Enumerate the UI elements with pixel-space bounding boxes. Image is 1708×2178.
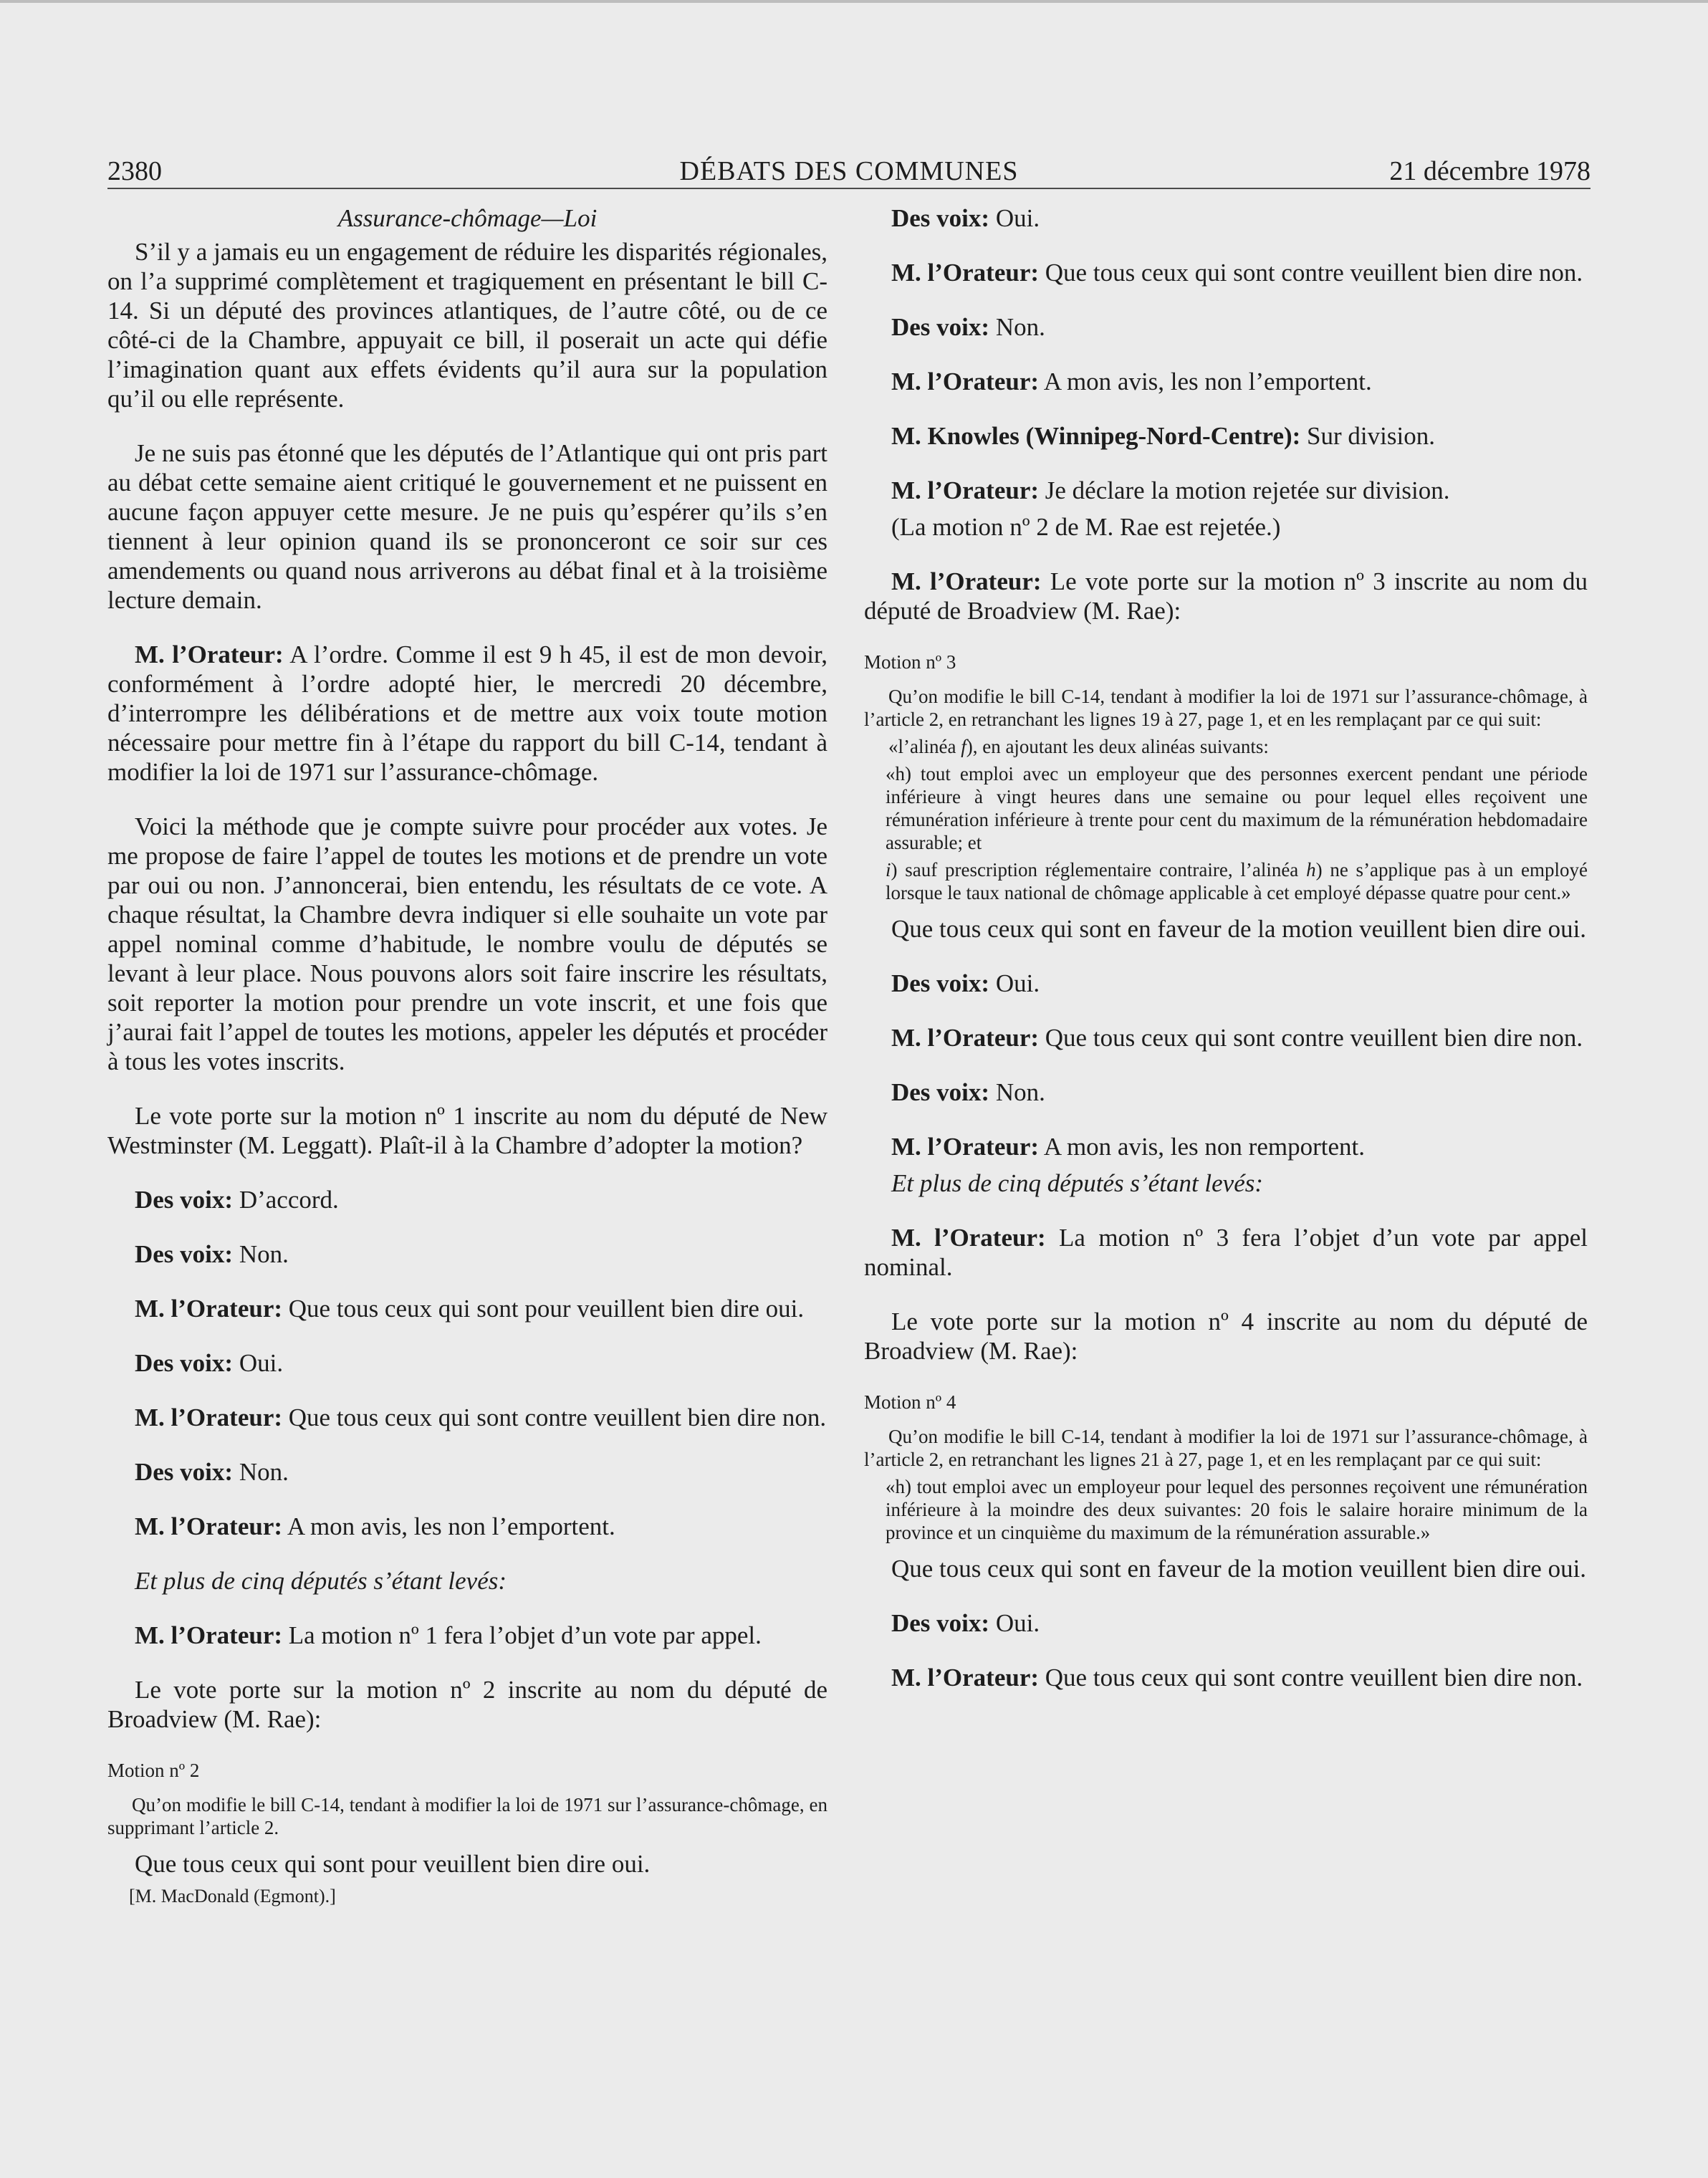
speech-text: Que tous ceux qui sont contre veuillent bien dire non.	[1039, 1664, 1583, 1692]
motion-quote: «h) tout emploi avec un employeur que des personnes exercent pendant une période inférieure à vingt heures dans une semaine ou pour lequel elles reçoivent une rémunération inférieure à trente pour cent du maximum de la rémunération hebdomadaire assurable; et	[886, 763, 1588, 853]
speaker-name: M. l’Orateur:	[891, 259, 1040, 287]
speech-text: Non.	[989, 1078, 1045, 1106]
paragraph	[864, 203, 1588, 233]
speech-text: Le vote porte sur la motion nº 3 inscrite au nom du député de Broadview (M. Rae):	[864, 567, 1588, 625]
paragraph	[864, 1132, 1588, 1161]
speaker-name: M. l’Orateur:	[891, 1224, 1046, 1252]
page-top-edge	[0, 0, 1708, 3]
speech-text: Oui.	[233, 1349, 284, 1377]
speech-text: A l’ordre. Comme il est 9 h 45, il est de mon devoir, conformément à l’ordre adopté hier, le mercredi 20 décembre, d’interrompre les délibérations et de mettre aux voix toute motion nécessaire pour mettre fin à l’étape du rapport du bill C-14, tendant à modifier la loi de 1971 sur l’assurance-chômage.	[107, 641, 827, 786]
motion-quote: «l’alinéa f), en ajoutant les deux alinéas suivants:	[888, 736, 1269, 757]
speaker-name: M. l’Orateur:	[891, 1664, 1040, 1692]
left-column	[107, 203, 827, 1907]
motion-quote: «h) tout emploi avec un employeur pour lequel des personnes reçoivent une rémunération inférieure à la moindre des deux suivantes: 20 fois le salaire horaire minimum de la province et un cinquième du maximum de la rémunération assurable.»	[886, 1476, 1588, 1543]
page-number: 2380	[107, 156, 162, 186]
paragraph	[107, 1185, 827, 1214]
paragraph	[107, 1294, 827, 1323]
motion-text: Qu’on modifie le bill C-14, tendant à modifier la loi de 1971 sur l’assurance-chômage, à l’article 2, en retranchant les lignes 21 à 27, page 1, et en les remplaçant par ce qui suit:	[864, 1426, 1588, 1470]
speaker-name: M. l’Orateur:	[891, 1024, 1040, 1052]
speech-text: Que tous ceux qui sont contre veuillent bien dire non.	[282, 1404, 827, 1431]
paragraph: Je ne suis pas étonné que les députés de l’Atlantique qui ont pris part au débat cette semaine aient critiqué le gouvernement et ne puissent en aucune façon appuyer cette mesure. Je ne puis qu’espérer qu’ils s’en tiennent à leur opinion quand ils se prononceront ce soir sur ces amendements ou quand nous arriverons au débat final et à la troisième lecture demain.	[107, 439, 827, 614]
paragraph: Que tous ceux qui sont pour veuillent bien dire oui.	[135, 1850, 651, 1878]
speaker-name: Des voix:	[891, 1609, 990, 1637]
motion-text: Qu’on modifie le bill C-14, tendant à modifier la loi de 1971 sur l’assurance-chômage, en supprimant l’article 2.	[107, 1794, 827, 1838]
speaker-name: M. l’Orateur:	[891, 368, 1040, 395]
speech-text: La motion nº 1 fera l’objet d’un vote par appel.	[282, 1621, 762, 1649]
paragraph	[864, 476, 1588, 505]
right-column	[864, 203, 1588, 1717]
motion-label: Motion nº 2	[107, 1760, 200, 1781]
paragraph: Le vote porte sur la motion nº 2 inscrite au nom du député de Broadview (M. Rae):	[107, 1676, 827, 1733]
speaker-name: Des voix:	[135, 1458, 234, 1486]
paragraph	[864, 258, 1588, 287]
speech-text: Que tous ceux qui sont contre veuillent bien dire non.	[1039, 1024, 1583, 1052]
paragraph	[107, 1348, 827, 1378]
paragraph	[864, 1023, 1588, 1052]
speech-text: Non.	[233, 1240, 289, 1268]
motion-label: Motion nº 4	[864, 1391, 956, 1413]
speaker-name: M. l’Orateur:	[891, 476, 1040, 504]
motion-quote: i) sauf prescription réglementaire contraire, l’alinéa h) ne s’applique pas à un employé lorsque le taux national de chômage applicable à cet employé dépasse quatre pour cent.»	[886, 859, 1588, 903]
paragraph	[864, 969, 1588, 998]
speech-text: Que tous ceux qui sont contre veuillent bien dire non.	[1039, 259, 1583, 287]
paragraph	[864, 1078, 1588, 1107]
speaker-name: Des voix:	[891, 204, 990, 232]
page-header	[107, 153, 1591, 189]
paragraph	[864, 1223, 1588, 1282]
motion-text: Qu’on modifie le bill C-14, tendant à modifier la loi de 1971 sur l’assurance-chômage, à l’article 2, en retranchant les lignes 19 à 27, page 1, et en les remplaçant par ce qui suit:	[864, 686, 1588, 730]
speaker-name: M. l’Orateur:	[135, 1295, 283, 1323]
paragraph	[107, 1621, 827, 1650]
speaker-name: M. l’Orateur:	[891, 1133, 1040, 1161]
speaker-name: M. l’Orateur:	[135, 1512, 283, 1540]
paragraph: S’il y a jamais eu un engagement de réduire les disparités régionales, on l’a supprimé complètement et tragiquement en présentant le bill C-14. Si un député des provinces atlantiques, de l’autre côté, ou de ce côté-ci de la Chambre, appuyait ce bill, il poserait un acte qui défie l’imagination quant aux effets évidents qu’il aura sur la population qu’il ou elle représente.	[107, 238, 827, 413]
speaker-name: Des voix:	[135, 1349, 234, 1377]
speech-text: Oui.	[989, 1609, 1040, 1637]
paragraph	[864, 367, 1588, 396]
publication-title: DÉBATS DES COMMUNES	[679, 156, 1019, 186]
speaker-name: M. l’Orateur:	[135, 641, 284, 668]
paragraph	[107, 640, 827, 787]
paragraph	[864, 421, 1588, 451]
speaker-name: M. l’Orateur:	[891, 567, 1042, 595]
paragraph	[864, 567, 1588, 625]
motion-label: Motion nº 3	[864, 651, 956, 673]
paragraph: Voici la méthode que je compte suivre pour procéder aux votes. Je me propose de faire l’appel de toutes les motions et de prendre un vote par oui ou non. J’annoncerai, bien entendu, les résultats de ce vote. A chaque résultat, la Chambre devra indiquer si elle souhaite un vote par appel nominal comme d’habitude, le nombre voulu de députés se levant à leur place. Nous pouvons alors soit faire inscrire les résultats, soit reporter la motion pour prendre un vote inscrit, et une fois que j’aurai fait l’appel de toutes les motions, appeler les députés et procéder à tous les votes inscrits.	[107, 812, 827, 1075]
speech-text: Non.	[989, 313, 1045, 341]
speaker-name: M. l’Orateur:	[135, 1621, 283, 1649]
speaker-name: Des voix:	[135, 1186, 234, 1214]
speech-text: Non.	[233, 1458, 289, 1486]
paragraph	[864, 312, 1588, 342]
running-head: Assurance-chômage—Loi	[337, 204, 598, 232]
speech-text: A mon avis, les non l’emportent.	[1039, 368, 1372, 395]
speaker-note: [M. MacDonald (Egmont).]	[129, 1886, 336, 1906]
stage-direction: Et plus de cinq députés s’étant levés:	[891, 1169, 1264, 1197]
header-rule	[107, 188, 1591, 189]
speaker-name: Des voix:	[891, 1078, 990, 1106]
speech-text: Oui.	[989, 204, 1040, 232]
speech-text: Je déclare la motion rejetée sur division.	[1039, 476, 1450, 504]
paragraph	[864, 1663, 1588, 1692]
speech-text: La motion nº 3 fera l’objet d’un vote par appel nominal.	[864, 1224, 1588, 1281]
paragraph: Le vote porte sur la motion nº 4 inscrite au nom du député de Broadview (M. Rae):	[864, 1308, 1588, 1365]
speech-text: A mon avis, les non remportent.	[1039, 1133, 1365, 1161]
speech-text: A mon avis, les non l’emportent.	[282, 1512, 615, 1540]
paragraph	[864, 1608, 1588, 1638]
paragraph: (La motion nº 2 de M. Rae est rejetée.)	[891, 513, 1281, 541]
paragraph: Que tous ceux qui sont en faveur de la motion veuillent bien dire oui.	[891, 915, 1587, 943]
speaker-name: Des voix:	[135, 1240, 234, 1268]
speech-text: Oui.	[989, 969, 1040, 997]
paragraph	[107, 1239, 827, 1269]
speech-text: Sur division.	[1300, 422, 1435, 450]
publication-date: 21 décembre 1978	[1389, 156, 1591, 186]
speaker-name: M. l’Orateur:	[135, 1404, 283, 1431]
paragraph	[107, 1403, 827, 1432]
paragraph: Le vote porte sur la motion nº 1 inscrite au nom du député de New Westminster (M. Leggatt). Plaît-il à la Chambre d’adopter la motion?	[107, 1102, 827, 1159]
stage-direction: Et plus de cinq députés s’étant levés:	[135, 1567, 507, 1595]
speech-text: Que tous ceux qui sont pour veuillent bien dire oui.	[282, 1295, 805, 1323]
paragraph	[107, 1457, 827, 1487]
speaker-name: M. Knowles (Winnipeg-Nord-Centre):	[891, 422, 1301, 450]
paragraph: Que tous ceux qui sont en faveur de la motion veuillent bien dire oui.	[891, 1555, 1587, 1583]
paragraph	[107, 1512, 827, 1541]
speech-text: D’accord.	[233, 1186, 339, 1214]
speaker-name: Des voix:	[891, 313, 990, 341]
speaker-name: Des voix:	[891, 969, 990, 997]
